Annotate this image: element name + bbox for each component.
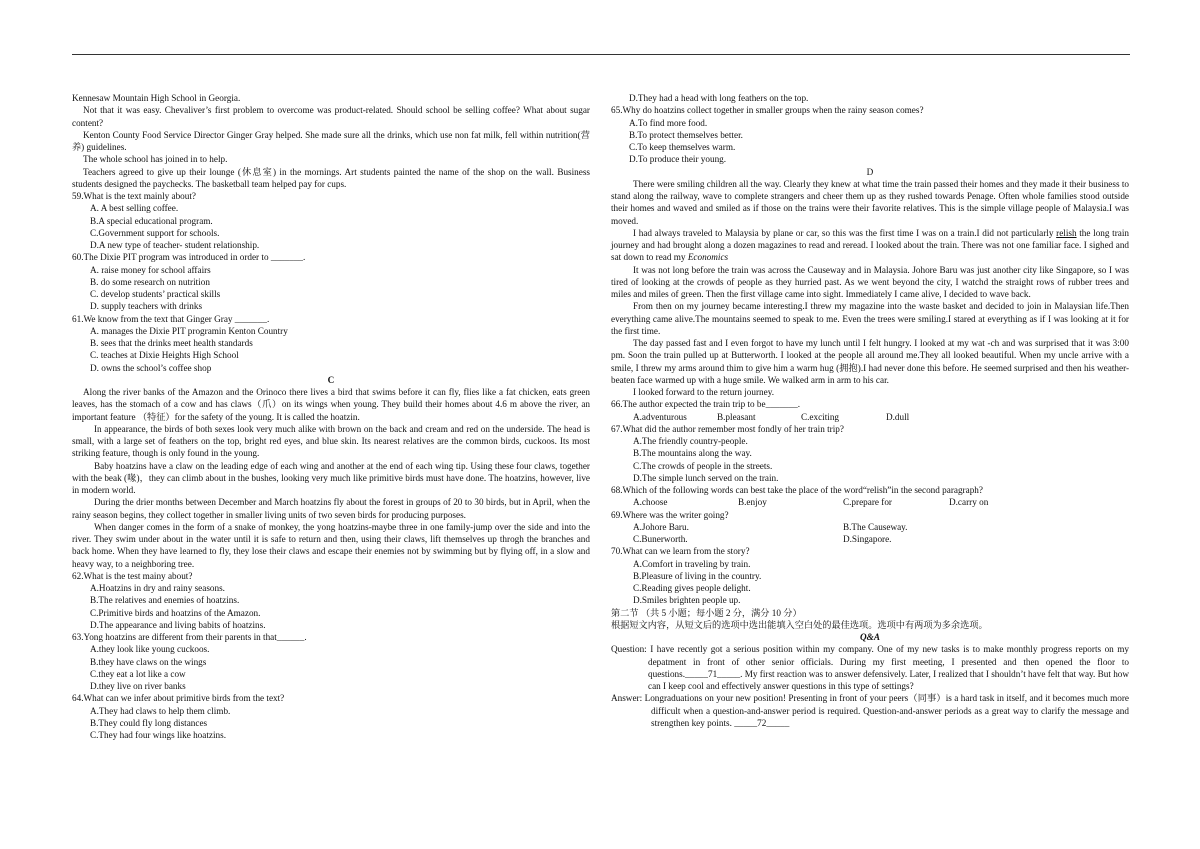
option: C.Government support for schools.: [90, 227, 220, 238]
header-rule: [72, 54, 1130, 55]
paragraph: Teachers agreed to give up their lounge (休息室) in the mornings. Art students painted the name of the shop on the wall. Business students designed the paychecks. The basketball team helped pay for cups.: [72, 166, 590, 189]
option: A.Johore Baru.: [633, 521, 689, 532]
question-63: 63.Yong hoatzins are different from their parents in that______.: [72, 632, 307, 642]
option: A.choose: [633, 497, 668, 508]
question-60: 60.The Dixie PIT program was introduced in order to _______.: [72, 252, 306, 263]
option: D.To produce their young.: [629, 154, 727, 165]
section-heading-c: C: [327, 374, 335, 385]
option: B.They could fly long distances: [90, 717, 208, 728]
paragraph: [611, 227, 1129, 264]
text-run: I had always traveled to Malaysia by plane or car, so this was the first time I was on a train.I did not particularly: [633, 227, 1057, 238]
option: A. A best selling coffee.: [90, 203, 179, 214]
question-67: 67.What did the author remember most fondly of her train trip?: [611, 423, 844, 434]
option: C.Reading gives people delight.: [633, 583, 751, 593]
option: A.Comfort in traveling by train.: [633, 558, 751, 569]
option-row: [611, 411, 1129, 423]
option: B.The mountains along the way.: [633, 448, 752, 459]
section-2-instructions: 根据短文内容，从短文后的选项中选出能填入空白处的最佳选项。选项中有两项为多余选项。: [611, 619, 988, 630]
question-69: 69.Where was the writer going?: [611, 509, 729, 520]
option: D.The appearance and living babits of hoatzins.: [90, 619, 266, 630]
option: C. teaches at Dixie Heights High School: [90, 350, 239, 361]
option: B.they have claws on the wings: [90, 656, 207, 667]
option: C.To keep themselves warm.: [629, 142, 736, 152]
option: D.They had a head with long feathers on the top.: [629, 93, 809, 103]
option: B. sees that the drinks meet health standards: [90, 338, 253, 348]
question-65: 65.Why do hoatzins collect together in smaller groups when the rainy season comes?: [611, 105, 924, 116]
question-64: 64.What can we infer about primitive birds from the text?: [72, 693, 285, 704]
option: B.Pleasure of living in the country.: [633, 570, 762, 581]
option: D.Singapore.: [843, 534, 892, 544]
right-column: [611, 92, 1129, 729]
question-68: 68.Which of the following words can best take the place of the word“relish”in the second paragraph?: [611, 485, 983, 495]
option: B.To protect themselves better.: [629, 129, 743, 140]
option: B.A special educational program.: [90, 215, 213, 226]
option: C.they eat a lot like a cow: [90, 668, 186, 679]
option: D.The simple lunch served on the train.: [633, 472, 779, 483]
text-run: the long train journey and had brought along a dozen magazines to read and reread. I looked about the train. There was not one familiar face. I sighed and sat down to read my: [611, 227, 1129, 263]
option: D. owns the school’s coffee shop: [90, 362, 212, 373]
paragraph: Not that it was easy. Chevaliver’s first problem to overcome was product-related. Should school be selling coffee? What about sugar content?: [72, 105, 590, 128]
text-run: Longraduations on your new position! Presenting in front of your peers（同事）is a hard task in itself, and it becomes much more difficult when a question-and-answer period is required. Question-and-answer periods as a great way to clarify the message and strengthen key points.: [644, 693, 1129, 728]
section-heading-d: D: [866, 166, 874, 177]
option-row: [611, 521, 1129, 533]
question-70: 70.What can we learn from the story?: [611, 546, 750, 557]
option: B.enjoy: [738, 497, 767, 508]
option: D.A new type of teacher- student relationship.: [90, 240, 260, 250]
option: C.Bunerworth.: [633, 534, 688, 544]
text-run: . My first reaction was to answer defensively. Later, I realized that I shouldn’t have felt that way. But how can I keep cool and effectively answer questions in this type of settings?: [648, 668, 1130, 691]
paragraph: When danger comes in the form of a snake of monkey, the yong hoatzins-maybe three in one family-jump over the side and into the river. They swim under about in the water until it is safe to return and then, using their claws, lift themselves up throgh the branches and back home. When they have learned to fly, they lose their claws and escape their enemies not by swimming but by flying off, in a slow and heavy way, to a neighboring tree.: [72, 521, 590, 569]
option-row: [611, 496, 1129, 508]
option: D.dull: [886, 411, 910, 422]
option: A.Hoatzins in dry and rainy seasons.: [90, 583, 225, 593]
answer-paragraph: [611, 692, 1129, 729]
option: C. develop students’ practical skills: [90, 289, 221, 299]
answer-label: Answer:: [611, 693, 645, 704]
paragraph: I looked forward to the return journey.: [633, 387, 774, 397]
option: B.pleasant: [717, 411, 756, 422]
question-62: 62.What is the test mainy about?: [72, 570, 193, 581]
option: D.Smiles brighten people up.: [633, 595, 741, 606]
blank-72: _____72_____: [734, 717, 790, 728]
italic-title: Economics: [687, 252, 729, 263]
option: C.exciting: [801, 411, 840, 422]
left-column: [72, 92, 590, 741]
paragraph: The day passed fast and I even forgot to have my lunch until I felt hungry. I looked at my wat -ch and was surprised that it was 3:00 pm. Soon the train pulled up at Butterworth. I looked at the people all around me.They all looked beautiful. When my uncle arrive with a smile, I threw my arms around thim to give him a warm hug (拥抱).I had never done this before. He seemed surprised and then his weather-beaten face warmed up with a huge smile. We walked arm in arm to his car.: [611, 338, 1129, 385]
paragraph: Along the river banks of the Amazon and the Orinoco there lives a bird that swims before it can fly, flies like a fat chicken, eats green leaves, has the stomach of a cow and has claws（爪）on its wings when young. They build their homes about 4.6 m above the river, an important feature （特征）for the safety of the young. It is called the hoatzin.: [72, 387, 590, 422]
paragraph: There were smiling children all the way. Clearly they knew at what time the train passed their homes and they made it their business to stand along the railway, wave to complete strangers and cheer them up as they rushed towards Penage. Often whole families stood outside their homes and waved and smiled as if those on the trains were their favorite relatives. This is the simple village people of Malaysia.I was moved.: [611, 178, 1129, 226]
paragraph: It was not long before the train was across the Causeway and in Malaysia. Johore Baru was just another city like Singapore, so I was tired of looking at the crowds of people as they hurried past. As we went beyond the city, I watchd the straight rows of rubber trees and miles and miles of green. Then the first village came into sight. Immediately I came alive, I decided to wave back.: [611, 264, 1129, 299]
option: A.They had claws to help them climb.: [90, 705, 231, 716]
option: A.The friendly country-people.: [633, 436, 748, 446]
question-paragraph: [611, 643, 1129, 692]
option: C.The crowds of people in the streets.: [633, 460, 773, 471]
option: B.The Causeway.: [843, 521, 908, 532]
qa-title: Q&A: [860, 632, 880, 642]
option: D.carry on: [949, 497, 989, 508]
paragraph: In appearance, the birds of both sexes look very much alike with brown on the back and cream and red on the underside. The head is small, with a large set of feathers on the top, bright red eyes, and blue skin. Its nearest relatives are the common birds, cuckoos. Its most striking feature, though is only found in the young.: [72, 423, 590, 459]
question-66: 66.The author expected the train trip to be_______.: [611, 399, 801, 410]
section-2-heading: 第二节 （共 5 小题；每小题 2 分，满分 10 分）: [611, 607, 802, 618]
paragraph: Kennesaw Mountain High School in Georgia.: [72, 93, 241, 103]
option: B.The relatives and enemies of hoatzins.: [90, 595, 240, 606]
option: C.They had four wings like hoatzins.: [90, 730, 227, 740]
option: A.they look like young cuckoos.: [90, 644, 210, 655]
underlined-word-relish: relish: [1056, 227, 1077, 238]
option: A.adventurous: [633, 411, 687, 422]
option-row: [611, 533, 1129, 545]
paragraph: From then on my journey became interesting.I threw my magazine into the waste basket and decided to join in Malaysian life.Then everything came alive.The mountains seemed to speak to me. Even the trees were smiling.I stared at everything as if I was looking at it for the first time.: [611, 301, 1129, 336]
option: A.To find more food.: [629, 117, 708, 128]
option: A. raise money for school affairs: [90, 264, 211, 275]
blank-71: _____71_____: [685, 668, 741, 679]
text-run: I have recently got a serious position within my company. One of my new tasks is to make monthly progress reports on my depatment in front of other senior officials. During my first meeting, I presented and then opened the floor to questions.: [648, 644, 1129, 679]
paragraph: The whole school has joined in to help.: [83, 154, 228, 165]
option: D. supply teachers with drinks: [90, 301, 203, 312]
paragraph: Baby hoatzins have a claw on the leading edge of each wing and another at the end of each wing tip. Using these four claws, together with the beak (喙)，they can climb about in the bushes, looking very much like primitive birds must have done. The hoatzins, however, live in modern world.: [72, 460, 590, 495]
option: C.Primitive birds and hoatzins of the Amazon.: [90, 607, 261, 618]
option: D.they live on river banks: [90, 681, 186, 691]
question-61: 61.We know from the text that Ginger Gray _______.: [72, 313, 270, 324]
paragraph: Kenton County Food Service Director Ginger Gray helped. She made sure all the drinks, which use non fat milk, fell within nutrition(营养) guidelines.: [72, 129, 590, 152]
option: C.prepare for: [843, 497, 892, 508]
option: A. manages the Dixie PIT programin Kenton Country: [90, 325, 288, 336]
question-label: Question:: [611, 644, 651, 655]
paragraph: During the drier months between December and March hoatzins fly about the forest in groups of 20 to 30 birds, but in April, when the rainy season begins, they collect together in smaller living units of two seven birds for producing purposes.: [72, 497, 590, 520]
option: B. do some research on nutrition: [90, 276, 210, 287]
question-59: 59.What is the text mainly about?: [72, 191, 196, 201]
